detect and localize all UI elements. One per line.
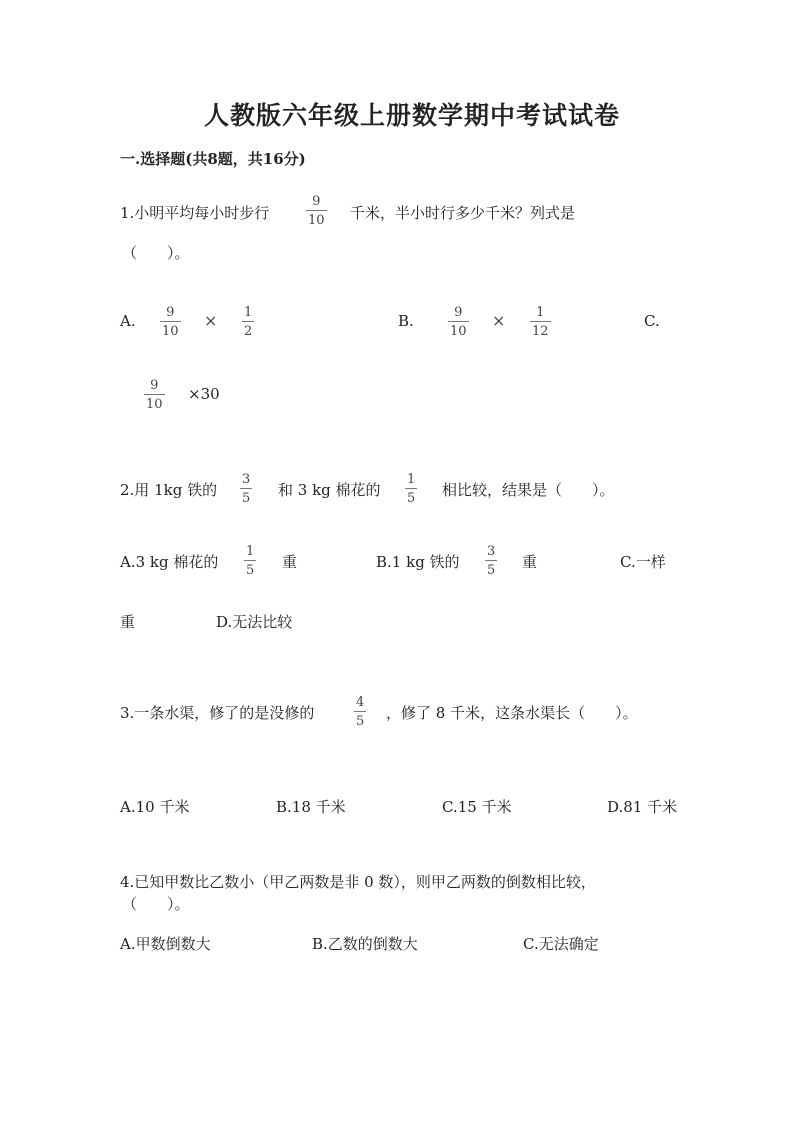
fraction-denominator: 5 <box>407 491 416 506</box>
q1-option-b-label: B. <box>398 312 414 330</box>
q4-option-a: A.甲数倒数大 <box>120 935 211 953</box>
q1-text-c: （ ）。 <box>122 244 190 262</box>
q2-text-c: 相比较，结果是（ ）。 <box>442 481 615 499</box>
q4-option-b: B.乙数的倒数大 <box>312 935 418 953</box>
fraction-denominator: 10 <box>162 324 179 339</box>
q1-fraction <box>306 195 327 227</box>
q3-fraction <box>354 696 366 728</box>
q1-option-a-label: A. <box>120 312 136 330</box>
section-header: 一.选择题(共8题，共16分) <box>120 150 306 168</box>
q1-option-c-label: C. <box>644 312 660 330</box>
fraction-numerator: 4 <box>356 695 365 710</box>
q2-fraction-1 <box>240 473 252 505</box>
fraction-denominator: 10 <box>308 213 325 228</box>
q1-option-c-fraction <box>144 379 165 411</box>
fraction-numerator: 9 <box>454 305 463 320</box>
q2-option-b-text: B.1 kg 铁的 <box>376 553 460 571</box>
q2-option-a-tail: 重 <box>282 553 298 571</box>
q2-text-a: 2.用 1kg 铁的 <box>120 481 218 499</box>
q3-option-d: D.81 千米 <box>607 798 678 816</box>
fraction-numerator: 9 <box>312 194 321 209</box>
q2-option-d-text: D.无法比较 <box>216 613 293 631</box>
q2-fraction-2 <box>405 473 417 505</box>
q1-option-b-fraction-2 <box>530 306 551 338</box>
fraction-denominator: 5 <box>356 714 365 729</box>
q1-text-a: 1.小明平均每小时步行 <box>120 204 270 222</box>
fraction-numerator: 1 <box>407 472 416 487</box>
fraction-numerator: 1 <box>244 305 253 320</box>
q4-text-b: （ ）。 <box>122 895 190 913</box>
fraction-denominator: 5 <box>246 563 255 578</box>
q1-option-a-fraction-1 <box>160 306 181 338</box>
q2-option-b-fraction <box>485 545 497 577</box>
fraction-numerator: 1 <box>536 305 545 320</box>
fraction-denominator: 5 <box>487 563 496 578</box>
fraction-numerator: 3 <box>487 544 496 559</box>
q1-option-b-operator: × <box>492 311 506 330</box>
q1-option-c-tail: ×30 <box>188 385 220 403</box>
fraction-numerator: 3 <box>242 472 251 487</box>
q4-text-a: 4.已知甲数比乙数小（甲乙两数是非 0 数），则甲乙两数的倒数相比较， <box>120 873 596 891</box>
q2-option-c-text: C.一样 <box>620 553 666 571</box>
q1-option-b-fraction-1 <box>448 306 469 338</box>
fraction-numerator: 9 <box>166 305 175 320</box>
fraction-denominator: 10 <box>450 324 467 339</box>
q3-text-b: ，修了 8 千米，这条水渠长（ ）。 <box>386 704 638 722</box>
fraction-numerator: 9 <box>150 378 159 393</box>
fraction-denominator: 2 <box>244 324 253 339</box>
fraction-denominator: 10 <box>146 397 163 412</box>
q2-text-b: 和 3 kg 棉花的 <box>278 481 381 499</box>
q1-text-b: 千米，半小时行多少千米？列式是 <box>350 204 576 222</box>
q2-option-c-continued: 重 <box>120 613 136 631</box>
q1-option-a-operator: × <box>204 311 218 330</box>
q3-option-a: A.10 千米 <box>120 798 190 816</box>
q3-option-c: C.15 千米 <box>442 798 512 816</box>
q1-option-a-fraction-2 <box>242 306 254 338</box>
fraction-denominator: 5 <box>242 491 251 506</box>
q3-option-b: B.18 千米 <box>276 798 346 816</box>
page-title: 人教版六年级上册数学期中考试试卷 <box>204 101 621 130</box>
q2-option-a-fraction <box>244 545 256 577</box>
q4-option-c: C.无法确定 <box>523 935 599 953</box>
fraction-denominator: 12 <box>532 324 549 339</box>
q2-option-a-text: A.3 kg 棉花的 <box>120 553 219 571</box>
q2-option-b-tail: 重 <box>522 553 538 571</box>
fraction-numerator: 1 <box>246 544 255 559</box>
q3-text-a: 3.一条水渠，修了的是没修的 <box>120 704 315 722</box>
